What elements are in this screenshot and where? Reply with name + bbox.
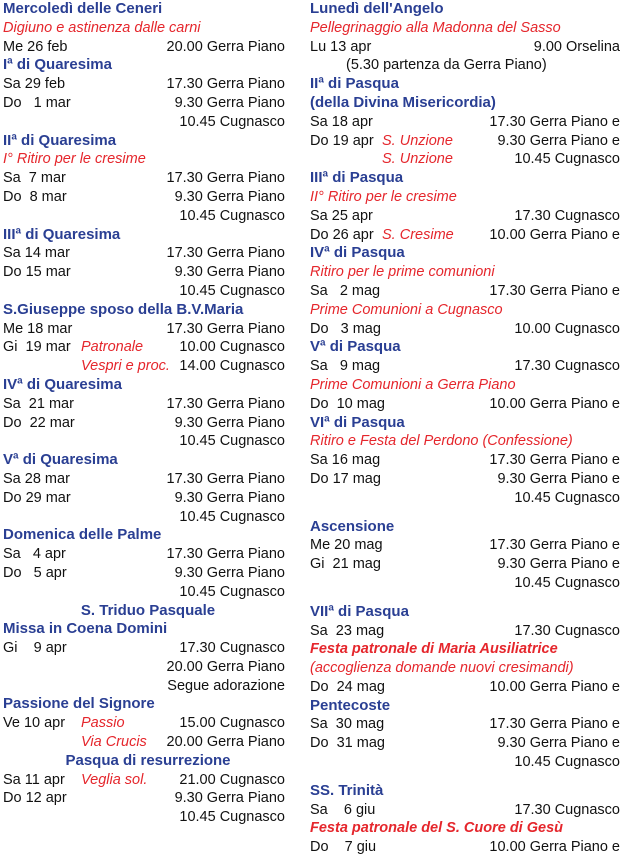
time-location: 9.30 Gerra Piano e: [497, 132, 620, 149]
time-location: 17.30 Gerra Piano e: [489, 282, 620, 299]
event-note: Digiuno e astinenza dalle carni: [3, 19, 201, 36]
time-location: 10.00 Gerra Piano e: [489, 839, 620, 856]
time-location: 10.45 Cugnasco: [179, 282, 285, 299]
date-label: Sa 4 apr: [3, 546, 66, 563]
event-label: Patronale: [81, 339, 144, 356]
time-location: 17.30 Gerra Piano: [166, 546, 285, 563]
date-label: Sa 11 apr: [3, 771, 65, 788]
date-label: Sa 2 mag: [310, 282, 381, 299]
schedule-row: [3, 38, 293, 57]
time-location: 20.00 Gerra Piano: [166, 38, 285, 55]
schedule-row: [3, 470, 293, 489]
event-label: Passio: [81, 715, 125, 732]
date-label: Do 10 mag: [310, 395, 385, 412]
section-heading: Vª di Quaresima: [3, 451, 118, 469]
time-location: 10.00 Gerra Piano e: [489, 395, 620, 412]
info-line: (5.30 partenza da Gerra Piano): [346, 57, 547, 74]
event-note: I° Ritiro per le cresime: [3, 151, 146, 168]
time-location: 9.30 Gerra Piano: [174, 489, 285, 506]
date-label: Do 8 mar: [3, 188, 67, 205]
date-label: Sa 6 giu: [310, 801, 376, 818]
date-label: Sa 29 feb: [3, 76, 66, 93]
date-label: Sa 28 mar: [3, 470, 70, 487]
schedule-row: [3, 338, 293, 357]
date-label: Sa 7 mar: [3, 170, 66, 187]
schedule-row: [310, 678, 620, 697]
section-heading: IIIª di Quaresima: [3, 225, 121, 243]
section-heading: Missa in Coena Domini: [3, 620, 168, 638]
time-location: 14.00 Cugnasco: [179, 358, 285, 375]
section-heading: Mercoledì delle Ceneri: [3, 0, 163, 17]
time-location: 9.30 Gerra Piano e: [497, 556, 620, 573]
time-location: 17.30 Gerra Piano: [166, 320, 285, 337]
schedule-row: [310, 320, 620, 339]
schedule-row: [3, 508, 293, 527]
schedule-row: [3, 583, 293, 602]
time-location: 9.30 Gerra Piano: [174, 414, 285, 431]
schedule-row: [3, 658, 293, 677]
schedule-row: [310, 150, 620, 169]
event-label: Vespri e proc.: [81, 358, 170, 375]
section-heading: VIIª di Pasqua: [310, 602, 409, 620]
date-label: Ve 10 apr: [3, 715, 66, 732]
section-heading: Iª di Quaresima: [3, 56, 112, 74]
time-location: 17.30 Gerra Piano e: [489, 716, 620, 733]
time-location: 17.30 Gerra Piano e: [489, 537, 620, 554]
time-location: 17.30 Gerra Piano: [166, 76, 285, 93]
time-location: 10.00 Cugnasco: [514, 320, 620, 337]
event-note: Prime Comunioni a Cugnasco: [310, 301, 503, 318]
section-heading: IIIª di Pasqua: [310, 169, 404, 187]
date-label: Do 5 apr: [3, 564, 67, 581]
date-label: Do 19 apr: [310, 132, 374, 149]
schedule-row: [3, 789, 293, 808]
date-label: Me 18 mar: [3, 320, 73, 337]
schedule-row: [3, 808, 293, 827]
time-location: 17.30 Cugnasco: [179, 640, 285, 657]
schedule-row: [310, 555, 620, 574]
section-heading: VIª di Pasqua: [310, 413, 405, 431]
time-location: 10.45 Cugnasco: [514, 754, 620, 771]
schedule-row: [310, 38, 620, 57]
time-location: 10.45 Cugnasco: [514, 574, 620, 591]
time-location: 10.45 Cugnasco: [179, 508, 285, 525]
time-location: 10.45 Cugnasco: [179, 113, 285, 130]
date-label: Gi 19 mar: [3, 339, 71, 356]
time-location: 17.30 Cugnasco: [514, 622, 620, 639]
schedule-row: [310, 753, 620, 772]
schedule-row: [310, 132, 620, 151]
schedule-row: [3, 733, 293, 752]
schedule-row: [3, 771, 293, 790]
time-location: 10.45 Cugnasco: [179, 583, 285, 600]
schedule-row: [310, 489, 620, 508]
time-location: 9.30 Gerra Piano e: [497, 735, 620, 752]
right-column: [310, 0, 620, 857]
time-location: 17.30 Cugnasco: [514, 358, 620, 375]
left-column: [3, 0, 293, 827]
time-location: 9.30 Gerra Piano: [174, 188, 285, 205]
schedule-row: [310, 282, 620, 301]
time-location: 10.00 Cugnasco: [179, 339, 285, 356]
schedule-row: [3, 639, 293, 658]
date-label: Sa 23 mag: [310, 622, 385, 639]
event-label: S. Cresime: [382, 226, 454, 243]
time-location: 10.45 Cugnasco: [179, 809, 285, 826]
event-note: Pellegrinaggio alla Madonna del Sasso: [310, 19, 561, 36]
time-location: 17.30 Gerra Piano: [166, 245, 285, 262]
event-note: Ritiro e Festa del Perdono (Confessione): [310, 433, 573, 450]
section-heading: IVª di Pasqua: [310, 244, 405, 262]
date-label: Do 12 apr: [3, 790, 67, 807]
date-label: Do 1 mar: [3, 94, 71, 111]
schedule-row: [3, 677, 293, 696]
time-location: 10.45 Cugnasco: [179, 207, 285, 224]
schedule-row: [3, 714, 293, 733]
date-label: Sa 30 mag: [310, 716, 385, 733]
date-label: Lu 13 apr: [310, 38, 372, 55]
time-location: 20.00 Gerra Piano: [166, 658, 285, 675]
schedule-row: [3, 395, 293, 414]
time-location: 10.00 Gerra Piano e: [489, 678, 620, 695]
section-heading: IIª di Quaresima: [3, 131, 117, 149]
event-note: Ritiro per le prime comunioni: [310, 264, 495, 281]
date-label: Me 20 mag: [310, 537, 383, 554]
schedule-row: [310, 113, 620, 132]
section-heading: Pasqua di resurrezione: [65, 751, 231, 769]
event-label: S. Unzione: [382, 151, 453, 168]
time-location: 15.00 Cugnasco: [179, 715, 285, 732]
spacer: [310, 508, 610, 518]
time-location: 17.30 Gerra Piano e: [489, 113, 620, 130]
date-label: Sa 25 apr: [310, 207, 373, 224]
time-location: 17.30 Gerra Piano e: [489, 452, 620, 469]
time-location: Segue adorazione: [167, 677, 285, 694]
section-heading: Pentecoste: [310, 696, 391, 714]
section-heading: Lunedì dell'Angelo: [310, 0, 444, 17]
time-location: 17.30 Cugnasco: [514, 207, 620, 224]
date-label: Me 26 feb: [3, 38, 68, 55]
schedule-row: [3, 564, 293, 583]
schedule-row: [310, 470, 620, 489]
time-location: 9.30 Gerra Piano: [174, 564, 285, 581]
time-location: 17.30 Gerra Piano: [166, 395, 285, 412]
date-label: Gi 9 apr: [3, 640, 67, 657]
time-location: 17.30 Gerra Piano: [166, 170, 285, 187]
schedule-row: [310, 357, 620, 376]
date-label: Sa 16 mag: [310, 452, 381, 469]
event-note: Prime Comunioni a Gerra Piano: [310, 376, 516, 393]
time-location: 9.30 Gerra Piano: [174, 790, 285, 807]
schedule-row: [3, 244, 293, 263]
spacer: [310, 593, 610, 603]
date-label: Do 7 giu: [310, 839, 377, 856]
time-location: 20.00 Gerra Piano: [166, 734, 285, 751]
schedule-row: [310, 838, 620, 857]
schedule-row: [3, 320, 293, 339]
schedule-row: [310, 226, 620, 245]
time-location: 10.45 Cugnasco: [514, 151, 620, 168]
section-heading: IVª di Quaresima: [3, 375, 122, 393]
date-label: Do 29 mar: [3, 489, 71, 506]
schedule-row: [3, 282, 293, 301]
time-location: 9.30 Gerra Piano: [174, 94, 285, 111]
date-label: Sa 14 mar: [3, 245, 70, 262]
schedule-row: [310, 574, 620, 593]
time-location: 10.45 Cugnasco: [514, 489, 620, 506]
date-label: Gi 21 mag: [310, 556, 381, 573]
schedule-row: [3, 94, 293, 113]
schedule-row: [3, 207, 293, 226]
schedule-row: [3, 545, 293, 564]
schedule-row: [3, 75, 293, 94]
date-label: Do 17 mag: [310, 470, 381, 487]
date-label: Do 24 mag: [310, 678, 385, 695]
event-note: II° Ritiro per le cresime: [310, 188, 457, 205]
schedule-row: [310, 801, 620, 820]
date-label: Sa 9 mag: [310, 358, 381, 375]
date-label: Sa 21 mar: [3, 395, 74, 412]
schedule-row: [3, 169, 293, 188]
schedule-row: [310, 734, 620, 753]
schedule-row: [3, 414, 293, 433]
festa-heading: Festa patronale del S. Cuore di Gesù: [310, 820, 564, 837]
event-note: (accoglienza domande nuovi cresimandi): [310, 660, 574, 677]
time-location: 10.45 Cugnasco: [179, 433, 285, 450]
time-location: 17.30 Gerra Piano: [166, 470, 285, 487]
section-heading: S. Triduo Pasquale: [80, 601, 216, 619]
time-location: 21.00 Cugnasco: [179, 771, 285, 788]
schedule-row: [310, 207, 620, 226]
section-heading: Domenica delle Palme: [3, 526, 162, 544]
date-label: Do 26 apr: [310, 226, 374, 243]
festa-heading: Festa patronale di Maria Ausiliatrice: [310, 641, 558, 658]
time-location: 9.00 Orselina: [533, 38, 620, 55]
date-label: Do 31 mag: [310, 735, 385, 752]
schedule-row: [3, 489, 293, 508]
schedule-row: [3, 188, 293, 207]
event-label: Via Crucis: [81, 734, 147, 751]
schedule-row: [3, 263, 293, 282]
section-heading: S.Giuseppe sposo della B.V.Maria: [3, 300, 244, 318]
section-heading: IIª di Pasqua: [310, 75, 399, 93]
schedule-row: [3, 113, 293, 132]
time-location: 17.30 Cugnasco: [514, 801, 620, 818]
schedule-row: [310, 451, 620, 470]
time-location: 9.30 Gerra Piano: [174, 264, 285, 281]
section-heading: Passione del Signore: [3, 695, 155, 713]
event-label: Veglia sol.: [81, 771, 148, 788]
spacer: [310, 772, 610, 782]
event-label: S. Unzione: [382, 132, 453, 149]
date-label: Sa 18 apr: [310, 113, 373, 130]
schedule-row: [310, 395, 620, 414]
schedule-row: [3, 432, 293, 451]
schedule-row: [310, 622, 620, 641]
section-heading: SS. Trinità: [310, 781, 384, 799]
schedule-row: [310, 715, 620, 734]
date-label: Do 3 mag: [310, 320, 381, 337]
section-heading: Ascensione: [310, 517, 395, 535]
date-label: Do 22 mar: [3, 414, 75, 431]
section-heading: Vª di Pasqua: [310, 338, 401, 356]
date-label: Do 15 mar: [3, 264, 71, 281]
schedule-row: [310, 536, 620, 555]
section-heading: (della Divina Misericordia): [310, 93, 496, 111]
schedule-row: [3, 357, 293, 376]
time-location: 10.00 Gerra Piano e: [489, 226, 620, 243]
time-location: 9.30 Gerra Piano e: [497, 470, 620, 487]
